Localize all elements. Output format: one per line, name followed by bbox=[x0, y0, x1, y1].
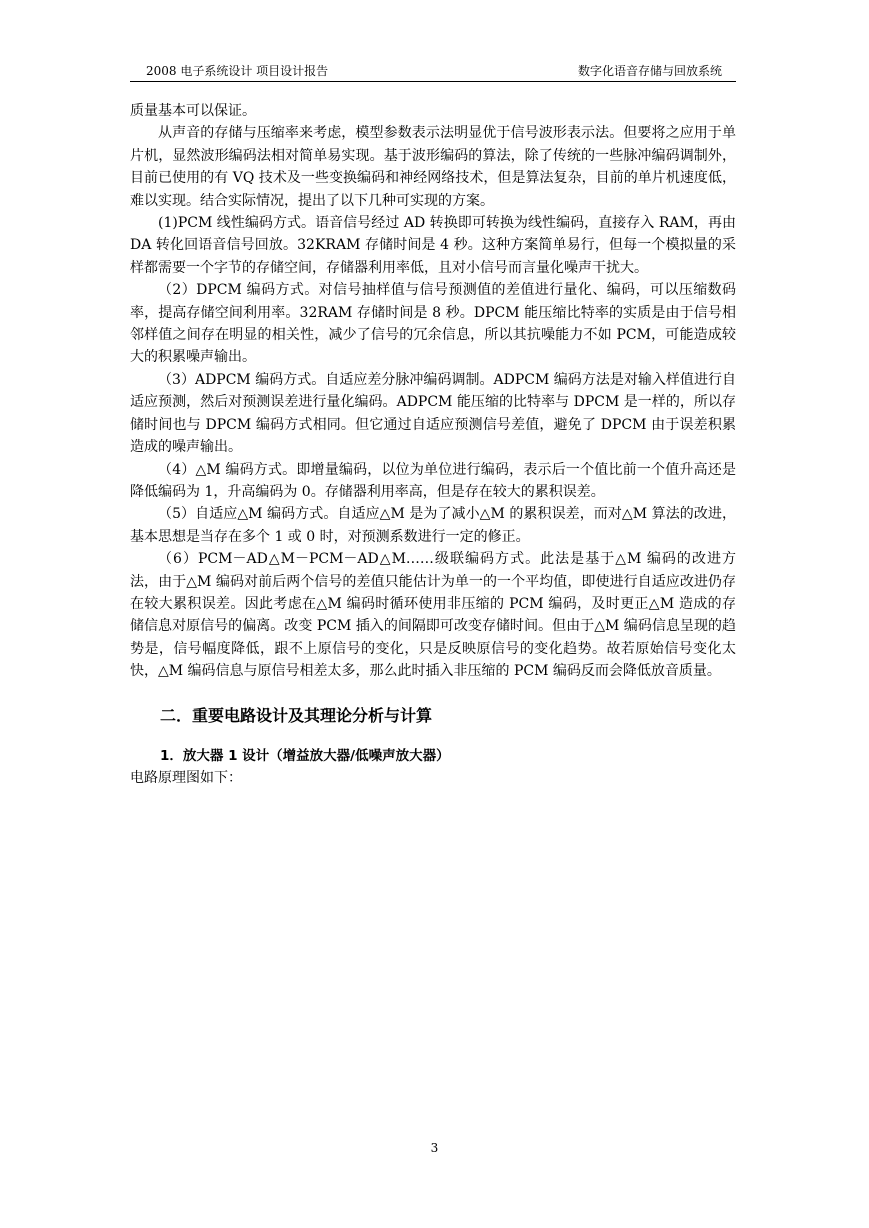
paragraph-continuation: 质量基本可以保证。 bbox=[130, 103, 256, 119]
paragraph-scheme-4: （4）△M 编码方式。即增量编码，以位为单位进行编码，表示后一个值比前一个值升高还是降低编码为 1，升高编码为 0。存储器利用率高，但是存在较大的累积误差。 bbox=[130, 461, 736, 500]
header-project-title: 数字化语音存储与回放系统 bbox=[577, 64, 722, 78]
subsection-title: 1．放大器 1 设计（增益放大器/低噪声放大器） bbox=[160, 747, 450, 764]
document-body bbox=[130, 100, 736, 789]
paragraph-scheme-5: （5）自适应△M 编码方式。自适应△M 是为了减小△M 的累积误差，而对△M 算法的改进，基本思想是当存在多个 1 或 0 时，对预测系数进行一定的修正。 bbox=[130, 506, 736, 545]
page-header bbox=[130, 63, 736, 82]
paragraph-scheme-2: （2）DPCM 编码方式。对信号抽样值与信号预测值的差值进行量化、编码，可以压缩数码率，提高存储空间利用率。32RAM 存储时间是 8 秒。DPCM 能压缩比特率的实质是由于信号相邻样值之间存在明显的相关性，减少了信号的冗余信息，所以其抗噪能力不如 PCM，可能造成较大的积累噪声输出。 bbox=[130, 282, 736, 366]
section-title: 二．重要电路设计及其理论分析与计算 bbox=[160, 705, 433, 725]
paragraph-scheme-6: （6）PCM－AD△M－PCM－AD△M……级联编码方式。此法是基于△M 编码的改进方法，由于△M 编码对前后两个信号的差值只能估计为单一的一个平均值，即使进行自适应改进仍存在较大累积误差。因此考虑在△M 编码时循环使用非压缩的 PCM 编码，及时更正△M 造成的存储信息对原信号的偏离。改变 PCM 插入的间隔即可改变存储时间。但由于△M 编码信息呈现的趋势是，信号幅度降低，跟不上原信号的变化，只是反映原信号的变化趋势。故若原始信号变化太快，△M 编码信息与原信号相差太多，那么此时插入非压缩的 PCM 编码反而会降低放音质量。 bbox=[130, 551, 736, 680]
header-report-title: 2008 电子系统设计 项目设计报告 bbox=[146, 64, 329, 78]
page-number: 3 bbox=[430, 1141, 439, 1155]
paragraph-scheme-1: (1)PCM 线性编码方式。语音信号经过 AD 转换即可转换为线性编码，直接存入 RAM，再由 DA 转化回语音信号回放。32KRAM 存储时间是 4 秒。这种方案简单易行，但每一个模拟量的采样都需要一个字节的存储空间，存储器利用率低，且对小信号而言量化噪声干扰大。 bbox=[130, 215, 736, 276]
figure-intro: 电路原理图如下： bbox=[130, 769, 242, 786]
paragraph-intro: 从声音的存储与压缩率来考虑，模型参数表示法明显优于信号波形表示法。但要将之应用于单片机，显然波形编码法相对简单易实现。基于波形编码的算法，除了传统的一些脉冲编码调制外，目前已使用的有 VQ 技术及一些变换编码和神经网络技术，但是算法复杂，目前的单片机速度低，难以实现。结合实际情况，提出了以下几种可实现的方案。 bbox=[130, 125, 736, 209]
paragraph-scheme-3: （3）ADPCM 编码方式。自适应差分脉冲编码调制。ADPCM 编码方法是对输入样值进行自适应预测，然后对预测误差进行量化编码。ADPCM 能压缩的比特率与 DPCM 是一样的，所以存储时间也与 DPCM 编码方式相同。但它通过自适应预测信号差值，避免了 DPCM 由于误差积累造成的噪声输出。 bbox=[130, 371, 736, 456]
